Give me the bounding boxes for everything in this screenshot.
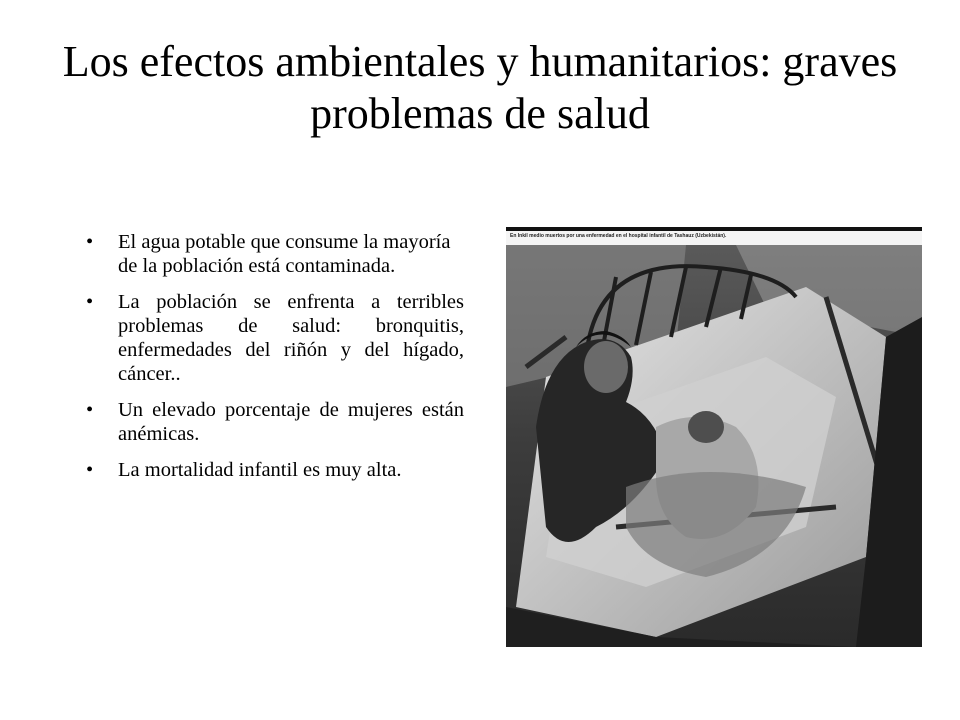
child-head xyxy=(688,411,724,443)
bullet-text: El agua potable que consume la mayoría de la población está contaminada. xyxy=(118,231,451,277)
photo-top-rule xyxy=(506,227,922,231)
bullet-icon: • xyxy=(86,459,94,481)
bullet-icon: • xyxy=(86,291,94,313)
woman-face xyxy=(584,341,628,393)
bullet-item xyxy=(80,230,464,278)
bullet-item xyxy=(80,458,464,482)
hospital-photo xyxy=(506,227,922,647)
slide-title: Los efectos ambientales y humanitarios: graves problemas de salud xyxy=(62,37,898,138)
bullet-item xyxy=(80,290,464,386)
bullet-item xyxy=(80,398,464,446)
bullet-list xyxy=(80,230,464,494)
bullet-icon: • xyxy=(86,399,94,421)
bullet-text: La población se enfrenta a terribles problemas de salud: bronquitis, enfermedades del riñón y del hígado, cáncer.. xyxy=(118,291,464,385)
bullet-text: La mortalidad infantil es muy alta. xyxy=(118,459,402,481)
bullet-text: Un elevado porcentaje de mujeres están anémicas. xyxy=(118,399,464,445)
hospital-photo-illustration xyxy=(506,227,922,647)
bullet-icon: • xyxy=(86,231,94,253)
photo-caption: En Inkil medio muertos por una enfermedad en el hospital infantil de Tashauz (Uzbekistán). xyxy=(510,233,727,239)
